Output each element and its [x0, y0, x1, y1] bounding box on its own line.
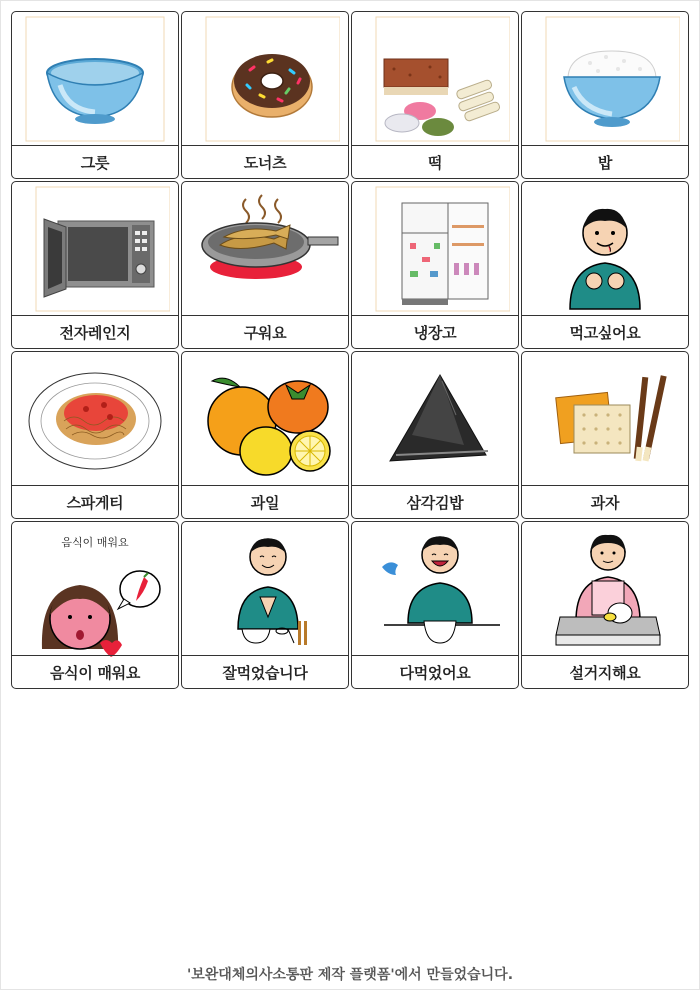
refrigerator-icon — [352, 182, 518, 316]
person-wanting-to-eat-icon — [522, 182, 688, 316]
spicy-face-icon — [12, 536, 178, 670]
microwave-icon — [12, 182, 178, 316]
card-label: 떡 — [352, 145, 518, 178]
card-label: 과일 — [182, 485, 348, 518]
rice-bowl-icon — [522, 12, 688, 146]
person-thanks-meal-icon — [182, 522, 348, 656]
card-label: 구워요 — [182, 315, 348, 348]
card-spaghetti[interactable] — [11, 351, 179, 519]
card-label: 설거지해요 — [522, 655, 688, 688]
card-triangle-kimbap[interactable] — [351, 351, 519, 519]
card-microwave[interactable] — [11, 181, 179, 349]
card-label: 밥 — [522, 145, 688, 178]
card-rice[interactable] — [521, 11, 689, 179]
card-label: 전자레인지 — [12, 315, 178, 348]
card-snacks[interactable] — [521, 351, 689, 519]
card-bowl[interactable] — [11, 11, 179, 179]
card-washing-dishes[interactable] — [521, 521, 689, 689]
spaghetti-icon — [12, 352, 178, 486]
card-donut[interactable] — [181, 11, 349, 179]
card-finished-eating[interactable] — [351, 521, 519, 689]
card-spicy[interactable] — [11, 521, 179, 689]
card-label: 냉장고 — [352, 315, 518, 348]
card-thanks-meal[interactable] — [181, 521, 349, 689]
card-label: 삼각김밥 — [352, 485, 518, 518]
donut-icon — [182, 12, 348, 146]
card-want-eat[interactable] — [521, 181, 689, 349]
grilled-fish-pan-icon — [182, 182, 348, 316]
card-label: 잘먹었습니다 — [182, 655, 348, 688]
card-label: 음식이 매워요 — [12, 655, 178, 688]
fruit-icon — [182, 352, 348, 486]
card-fridge[interactable] — [351, 181, 519, 349]
card-caption: 음식이 매워요 — [61, 536, 129, 549]
card-label: 과자 — [522, 485, 688, 518]
card-label: 스파게티 — [12, 485, 178, 518]
card-label: 먹고싶어요 — [522, 315, 688, 348]
bowl-icon — [12, 12, 178, 146]
card-rice-cake[interactable] — [351, 11, 519, 179]
card-label: 다먹었어요 — [352, 655, 518, 688]
card-fruit[interactable] — [181, 351, 349, 519]
card-grill[interactable] — [181, 181, 349, 349]
person-washing-dishes-icon — [522, 522, 688, 656]
card-label: 도너츠 — [182, 145, 348, 178]
communication-board-grid — [11, 11, 690, 689]
rice-cake-icon — [352, 12, 518, 146]
triangle-kimbap-icon — [352, 352, 518, 486]
person-finished-eating-icon — [352, 522, 518, 656]
footer-credit: '보완대체의사소통판 제작 플랫폼'에서 만들었습니다. — [186, 967, 514, 983]
snacks-icon — [522, 352, 688, 486]
card-label: 그릇 — [12, 145, 178, 178]
